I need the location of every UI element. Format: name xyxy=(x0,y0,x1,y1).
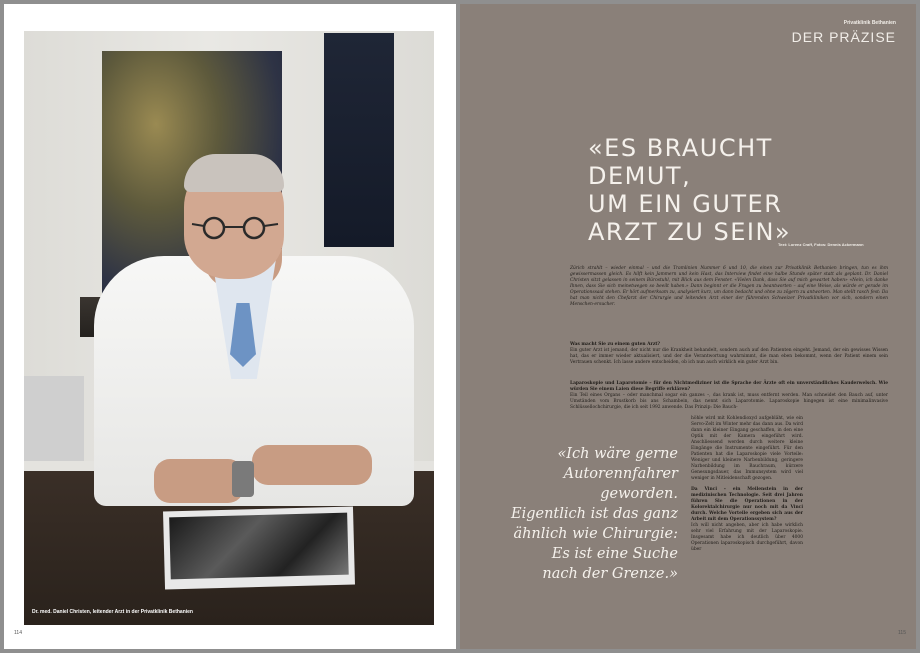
title-line: DEMUT, xyxy=(588,162,692,190)
pull-quote-line: Es ist eine Suche xyxy=(551,546,678,562)
article-lead: Zürich strahlt – wieder einmal – und die Tramlinien Nummer 6 und 10, die einen zur Privatklinik Bethanien bringen, tun es ihm gewissermassen gleich. Es hilft kein Jammern und kein Hast, das Interview findet eine halbe Stunde später statt als geplant. Dr. Daniel Christen sitzt gelassen in seinem Bürostuhl, mit Blick aus dem Fenster. «Vielen Dank, dass Sie auf mich gewartet haben» «Nein, ich danke Ihnen, dass Sie sich meinetwegen so beeilt haben.» Dann beginnt er die Fragen zu beantworten – auf eine Weise, als würde er gerade im Operationssaal stehen. Er hört aufmerksam zu, analysiert kurz, um dann bedacht und ohne zu zögern zu antworten. Man stellt rasch fest: Da hat man nicht den Chefarzt der Chirurgie und leitenden Arzt einer der führenden Schweizer Privatkliniken vor sich, sondern einen Menschen-ersucher. xyxy=(570,266,888,308)
right-page xyxy=(460,4,916,649)
article-title xyxy=(588,134,888,246)
pull-quote xyxy=(500,444,678,584)
section-title: DER PRÄZISE xyxy=(791,29,896,45)
side-cabinet xyxy=(24,376,84,461)
grey-hair xyxy=(184,154,284,192)
pull-quote-line: ähnlich wie Chirurgie: xyxy=(513,526,678,542)
interview-question: Da Vinci – ein Meilenstein in der medizinischen Technologie. Seit drei Jahren führen Sie die Operationen in der Kolorektalchirurgie nur noch mit da Vinci durch. Welche Vorteile ergeben sich aus der Arbeit mit dem Operationssystem? xyxy=(691,486,803,522)
pull-quote-line: geworden. xyxy=(600,486,678,502)
photo-caption: Dr. med. Daniel Christen, leitender Arzt in der Privatklinik Bethanien xyxy=(32,609,193,615)
page-number-left: 114 xyxy=(14,630,22,636)
photo-book xyxy=(163,507,355,590)
interview-answer: Ein guter Arzt ist jemand, der nicht nur die Krankheit behandelt, sondern auch auf den Patienten eingeht. Jemand, der ein gewisses Wissen hat, das er immer wieder aktualisiert, und der die Verantwortung wahrnimmt, die man eben bekommt, wenn der Patient einem sein Vertrauen schenkt. Ich lasse andere entscheiden, ob ich nun auch wirklich ein guter Arzt bin. xyxy=(570,348,888,366)
article-credits: Text: Lorenz Craff, Fotos: Dennis Ackermann xyxy=(778,242,864,247)
title-line: «ES BRAUCHT xyxy=(588,134,773,162)
title-line: UM EIN GUTER xyxy=(588,190,783,218)
text-column xyxy=(691,416,803,553)
interview-answer: Ein Teil eines Organs – oder manchmal sogar ein ganzes –, das krank ist, muss entfernt werden. Man schneidet den Bauch auf, unter Umständen vom Brustkorb bis ans Schambein, das nennt sich Laparotomie. Laparoskopie hingegen ist eine minimalinvasive Schlüssellochchirurgie, die ich seit 1992 anwende. Das Prinzip: Die Bauch- xyxy=(570,393,888,411)
pull-quote-line: nach der Grenze.» xyxy=(542,566,678,582)
magazine-spread xyxy=(4,4,916,649)
left-page xyxy=(4,4,456,649)
column-text: Ich will nicht angeben, aber ich habe wirklich sehr viel Erfahrung mit der Laparoskopie. Insgesamt habe ich deutlich über 4000 Operationen laparoskopisch durchgeführt, davon über xyxy=(691,522,803,552)
glasses-icon xyxy=(190,215,280,241)
wristwatch xyxy=(232,461,254,497)
interview-section-1 xyxy=(570,342,888,366)
section-header xyxy=(792,20,896,45)
pull-quote-line: Autorennfahrer xyxy=(563,466,678,482)
pull-quote-line: Eigentlich ist das ganz xyxy=(511,506,678,522)
pull-quote-line: «Ich wäre gerne xyxy=(557,446,678,462)
section-kicker: Privatklinik Bethanien xyxy=(843,20,896,26)
interview-section-2 xyxy=(570,381,888,411)
portrait-photo xyxy=(24,31,434,625)
column-text: höhle wird mit Kohlendioxyd aufgebläht, wie ein Servo-Zelt im Winter mehr das dann aus. Da wird dann ein kleiner Eingang geschaffen, in den eine Optik mit der Kamera eingeführt wird. Anschliessend werden durch weitere kleine Eingänge die Instrumente eingeführt. Für den Patienten hat die Laparoskopie viele Vorteile: Weniger und kleinere Narbenbildung, geringere Narbenbildung im Bauchraum, kürzere Genesungsdauer, das Immunsystem wird viel weniger in Mitleidenschaft gezogen. xyxy=(691,416,803,482)
title-line: ARZT ZU SEIN» xyxy=(588,218,792,246)
page-number-right: 115 xyxy=(898,630,906,636)
interview-question: Laparoskopie und Laparotomie – für den Nichtmediziner ist die Sprache der Ärzte oft ein unverständliches Kauderwelsch. Wie würden Sie einem Laien diese Begriffe erklären? xyxy=(570,381,888,393)
left-hand xyxy=(154,459,244,503)
right-hand xyxy=(252,445,372,485)
dark-painting xyxy=(324,33,394,247)
interview-question: Was macht Sie zu einem guten Arzt? xyxy=(570,342,660,347)
